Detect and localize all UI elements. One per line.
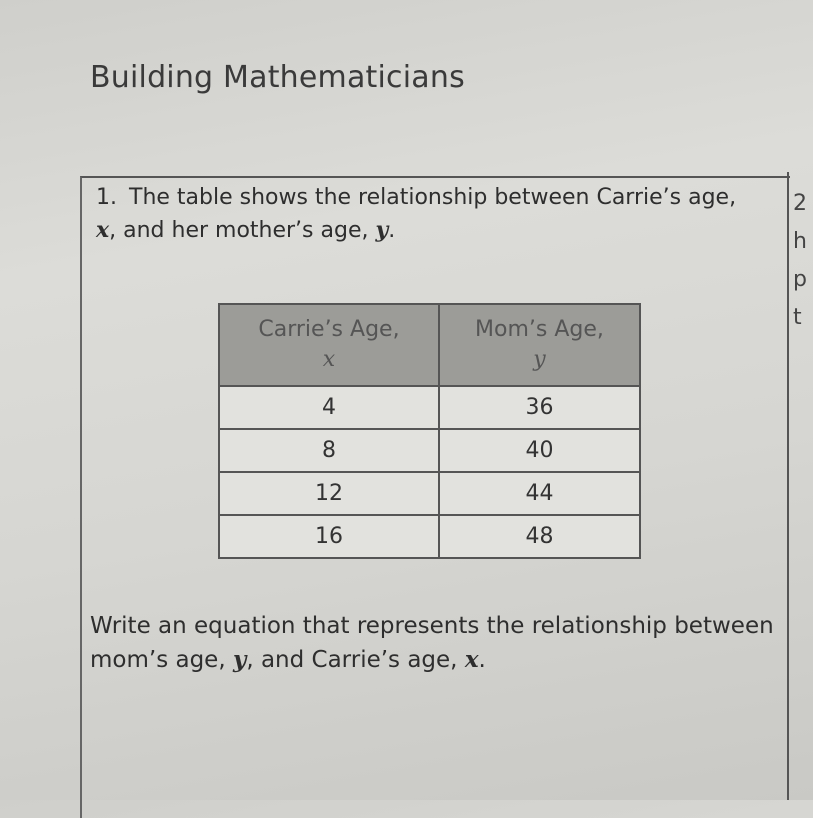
fragment-char: 2 xyxy=(793,191,807,216)
prompt-text-3: . xyxy=(478,647,486,673)
prompt-text-1: Write an equation that represents the relationship between mom’s age, xyxy=(90,613,774,673)
question-text-3: . xyxy=(388,218,396,243)
cell-carrie-age: 12 xyxy=(219,472,439,515)
fragment-char: t xyxy=(793,305,802,330)
variable-x: x xyxy=(464,646,479,673)
header-variable: y xyxy=(533,347,546,372)
question-2-fragment xyxy=(793,185,813,337)
header-variable: x xyxy=(322,347,336,372)
question-1-text xyxy=(96,182,756,247)
table-row xyxy=(219,472,640,515)
cell-carrie-age: 4 xyxy=(219,386,439,429)
question-text-1: The table shows the relationship between Carrie’s age, xyxy=(129,185,737,210)
equation-prompt xyxy=(90,610,780,677)
header-label: Carrie’s Age, xyxy=(258,317,400,342)
question-text-2: , and her mother’s age, xyxy=(109,218,376,243)
header-carries-age xyxy=(219,304,439,386)
column-divider xyxy=(787,172,789,800)
fragment-char: h xyxy=(793,229,807,254)
page-title: Building Mathematicians xyxy=(90,60,465,95)
table-row xyxy=(219,386,640,429)
header-label: Mom’s Age, xyxy=(475,317,604,342)
cell-carrie-age: 16 xyxy=(219,515,439,558)
variable-x: x xyxy=(96,217,110,243)
cell-mom-age: 36 xyxy=(439,386,640,429)
variable-y: y xyxy=(232,646,247,673)
variable-y: y xyxy=(375,217,389,243)
cell-mom-age: 44 xyxy=(439,472,640,515)
cell-carrie-age: 8 xyxy=(219,429,439,472)
fragment-char: p xyxy=(793,267,807,292)
table-row xyxy=(219,515,640,558)
age-table xyxy=(218,303,641,559)
question-number: 1. xyxy=(96,185,117,210)
prompt-text-2: , and Carrie’s age, xyxy=(246,647,465,673)
cell-mom-age: 48 xyxy=(439,515,640,558)
table-row xyxy=(219,429,640,472)
cell-mom-age: 40 xyxy=(439,429,640,472)
header-moms-age xyxy=(439,304,640,386)
